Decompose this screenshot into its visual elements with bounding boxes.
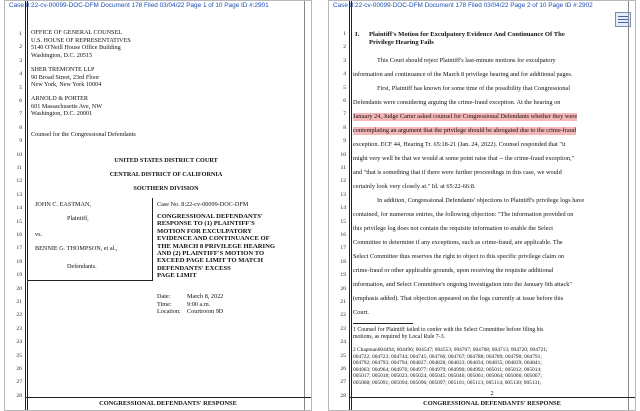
- line-number: 26: [16, 366, 22, 372]
- line-number: 24: [340, 339, 346, 346]
- line-number: 21: [16, 299, 22, 305]
- line-number: 8: [19, 124, 22, 131]
- line-number: 18: [16, 258, 22, 265]
- body-line: This Court should reject Plaintiff's last-minute motions for exculpatory: [377, 57, 556, 64]
- line-number: 25: [16, 352, 22, 359]
- line-number: 1: [19, 31, 22, 37]
- line-number: 20: [16, 285, 22, 292]
- body-line: exception. ECF 44, Hearing Tr. 65:18-21 (Jan. 24, 2022). Counsel responded that "it: [353, 141, 566, 148]
- right-margin-rule: [628, 1, 629, 410]
- case-number: Case No. 8:22-cv-00099-DOC-DFM: [157, 201, 249, 208]
- defendant-name: BENNIE G. THOMPSON, et al.,: [35, 245, 118, 252]
- line-number: 3: [343, 57, 346, 64]
- line-number: 13: [16, 191, 22, 198]
- counsel-block-3: ARNOLD & PORTER 601 Massachusetts Ave, NW Washington, D.C. 20001: [31, 95, 103, 117]
- line-number: 22: [16, 312, 22, 319]
- footnote-divider: [353, 323, 413, 324]
- line-number: 2: [343, 44, 346, 51]
- line-number: 2: [19, 44, 22, 51]
- line-number: 6: [343, 98, 346, 104]
- line-number: 28: [340, 392, 346, 399]
- line-number: 25: [340, 352, 346, 359]
- court-district: CENTRAL DISTRICT OF CALIFORNIA: [109, 171, 223, 178]
- counsel-block-1: OFFICE OF GENERAL COUNSEL U.S. HOUSE OF REPRESENTATIVES 5140 O'Neill House Office Building Washington, D.C. 20515: [31, 29, 131, 59]
- line-number: 11: [340, 165, 346, 171]
- line-number: 26: [340, 366, 346, 372]
- line-number: 10: [340, 151, 346, 158]
- left-margin-rule: [349, 1, 350, 410]
- line-number: 7: [19, 111, 22, 118]
- line-number: 10: [16, 151, 22, 158]
- section-number: I.: [355, 31, 360, 38]
- body-line: Defendants were considering arguing the crime-fraud exception. At the hearing on: [353, 99, 561, 106]
- line-number: 14: [340, 205, 346, 212]
- line-number: 8: [343, 124, 346, 131]
- page-number: 2: [490, 389, 494, 397]
- plaintiff-name: JOHN C. EASTMAN,: [35, 201, 92, 208]
- left-margin-rule: [25, 1, 26, 410]
- line-numbers: [5, 1, 25, 410]
- body-line: contained, for numerous entries, the following objection: "The information provided on: [353, 211, 574, 218]
- line-numbers: [329, 1, 349, 410]
- right-margin-rule: [304, 1, 305, 410]
- line-number: 23: [340, 325, 346, 332]
- body-line: crime-fraud or other applicable grounds, upon receiving the requisite additional: [353, 267, 554, 274]
- footnote-2: 2 Chapman004494; 004496; 004547; 004553; 004707; 004708; 004713; 004720; 004721; 004722; 004723; 004744; 004745; 004766; 004767; 004788; 004789; 004790; 004791; 004792; 004793; 004794; 004827; 004828; 004833; 004834; 004835; 004839; 004841; 004963; 004964; 004976; 004977; 004979; 004990; 004992; 005011; 005012; 005014; 005017; 005018; 005023; 005024; 005045; 005046; 005061; 005064; 005066; 005067; 005068; 005091; 005094; 005096; 005097; 005101; 005113; 005114; 005130; 005131;: [353, 347, 548, 386]
- line-number: 16: [340, 232, 346, 238]
- line-number: 16: [16, 232, 22, 238]
- defendant-role: Defendants.: [67, 263, 97, 270]
- line-number: 28: [16, 392, 22, 399]
- line-number: 5: [343, 84, 346, 91]
- line-number: 24: [16, 339, 22, 346]
- line-number: 7: [343, 111, 346, 118]
- line-number: 17: [340, 245, 346, 252]
- line-number: 23: [16, 325, 22, 332]
- counsel-block-2: SHER TREMONTE LLP 90 Broad Street, 23rd Floor New York, New York 10004: [31, 66, 102, 88]
- line-number: 5: [19, 84, 22, 91]
- document-page-1: [4, 0, 312, 411]
- plaintiff-role: Plaintiff,: [67, 215, 89, 222]
- line-number: 20: [340, 285, 346, 292]
- line-number: 3: [19, 57, 22, 64]
- line-number: 4: [19, 71, 22, 78]
- body-line: certainly look very closely at." Id. at 65:22-66:8.: [353, 183, 476, 190]
- body-line: this privilege log does not contain the requisite information to enable the Select: [353, 225, 554, 232]
- line-number: 12: [16, 178, 22, 185]
- line-number: 15: [16, 218, 22, 225]
- body-line: Select Committee thus reserves the right to object to this specific privilege claim on: [353, 253, 565, 260]
- body-line: (emphasis added). That objection appeared on the logs currently at issue before this: [353, 295, 564, 302]
- line-number: 15: [340, 218, 346, 225]
- line-number: 12: [340, 178, 346, 185]
- page-header: Case 8:22-cv-00099-DOC-DFM Document 178 Filed 03/04/22 Page 2 of 10 Page ID #:2902: [333, 2, 593, 9]
- line-number: 27: [16, 379, 22, 386]
- line-number: 18: [340, 258, 346, 265]
- filing-title: CONGRESSIONAL DEFENDANTS' RESPONSE TO (1) PLAINTIFF'S MOTION FOR EXCULPATORY EVIDENCE AND CONTINUANCE OF THE MARCH 8 PRIVILEGE HEARING AND (2) PLAINTIFF'S MOTION TO EXCEED PAGE LIMIT TO MATCH DEFENDANTS' EXCESS PAGE LIMIT: [157, 213, 275, 280]
- line-number: 21: [340, 299, 346, 305]
- line-number: 19: [340, 272, 346, 279]
- page-footer: CONGRESSIONAL DEFENDANTS' RESPONSE: [349, 397, 635, 407]
- line-number: 9: [19, 138, 22, 145]
- body-line: First, Plaintiff has known for some time of the possibility that Congressional: [377, 85, 570, 92]
- court-name: UNITED STATES DISTRICT COURT: [114, 157, 218, 164]
- body-line: In addition, Congressional Defendants' objections to Plaintiff's privilege logs have: [377, 197, 585, 204]
- body-line: might very well be that we would at some point raise that -- the crime-fraud exception,": [353, 155, 575, 162]
- line-number: 19: [16, 272, 22, 279]
- line-number: 9: [343, 138, 346, 145]
- line-number: 1: [343, 31, 346, 37]
- footnote-1: 1 Counsel for Plaintiff failed to confer with the Select Committee before filing his motions, as required by Local Rule 7-3.: [353, 327, 544, 340]
- counsel-for: Counsel for the Congressional Defendants: [31, 131, 136, 138]
- line-number: 11: [16, 165, 22, 171]
- line-number: 22: [340, 312, 346, 319]
- body-line-highlighted: January 24, Judge Carter asked counsel for Congressional Defendants whether they were: [353, 113, 578, 120]
- body-line-highlighted: contemplating an argument that the privilege should be abrogated due to the crime-fraud: [353, 127, 576, 134]
- line-number: 6: [19, 98, 22, 104]
- line-number: 4: [343, 71, 346, 78]
- left-margin-rule-inner: [351, 1, 352, 410]
- body-line: Committee to determine if any exceptions, such as crime-fraud, are applicable. The: [353, 239, 563, 246]
- line-number: 27: [340, 379, 346, 386]
- page-footer: CONGRESSIONAL DEFENDANTS' RESPONSE: [25, 397, 311, 407]
- body-line: information and continuance of the March 8 privilege hearing and for additional pages.: [353, 71, 573, 78]
- body-line: information, and Select Committee's ongoing investigation into the January 6th attack": [353, 281, 572, 288]
- hearing-info: Date: March 8, 2022 Time: 9:00 a.m. Location: Courtroom 9D: [157, 293, 224, 315]
- versus: vs.: [35, 231, 43, 238]
- court-division: SOUTHERN DIVISION: [133, 185, 199, 192]
- document-page-2: [328, 0, 636, 411]
- body-line: and "that is something that if there were further proceedings in this case, we would: [353, 169, 562, 176]
- body-line: Court.: [353, 309, 369, 316]
- page-header: Case 8:22-cv-00099-DOC-DFM Document 178 Filed 03/04/22 Page 1 of 10 Page ID #:2901: [9, 2, 269, 9]
- line-number: 13: [340, 191, 346, 198]
- line-number: 17: [16, 245, 22, 252]
- line-number: 14: [16, 205, 22, 212]
- section-heading: Plaintiff's Motion for Exculpatory Evidence And Continuance Of The Privilege Hearing Fails: [369, 31, 565, 46]
